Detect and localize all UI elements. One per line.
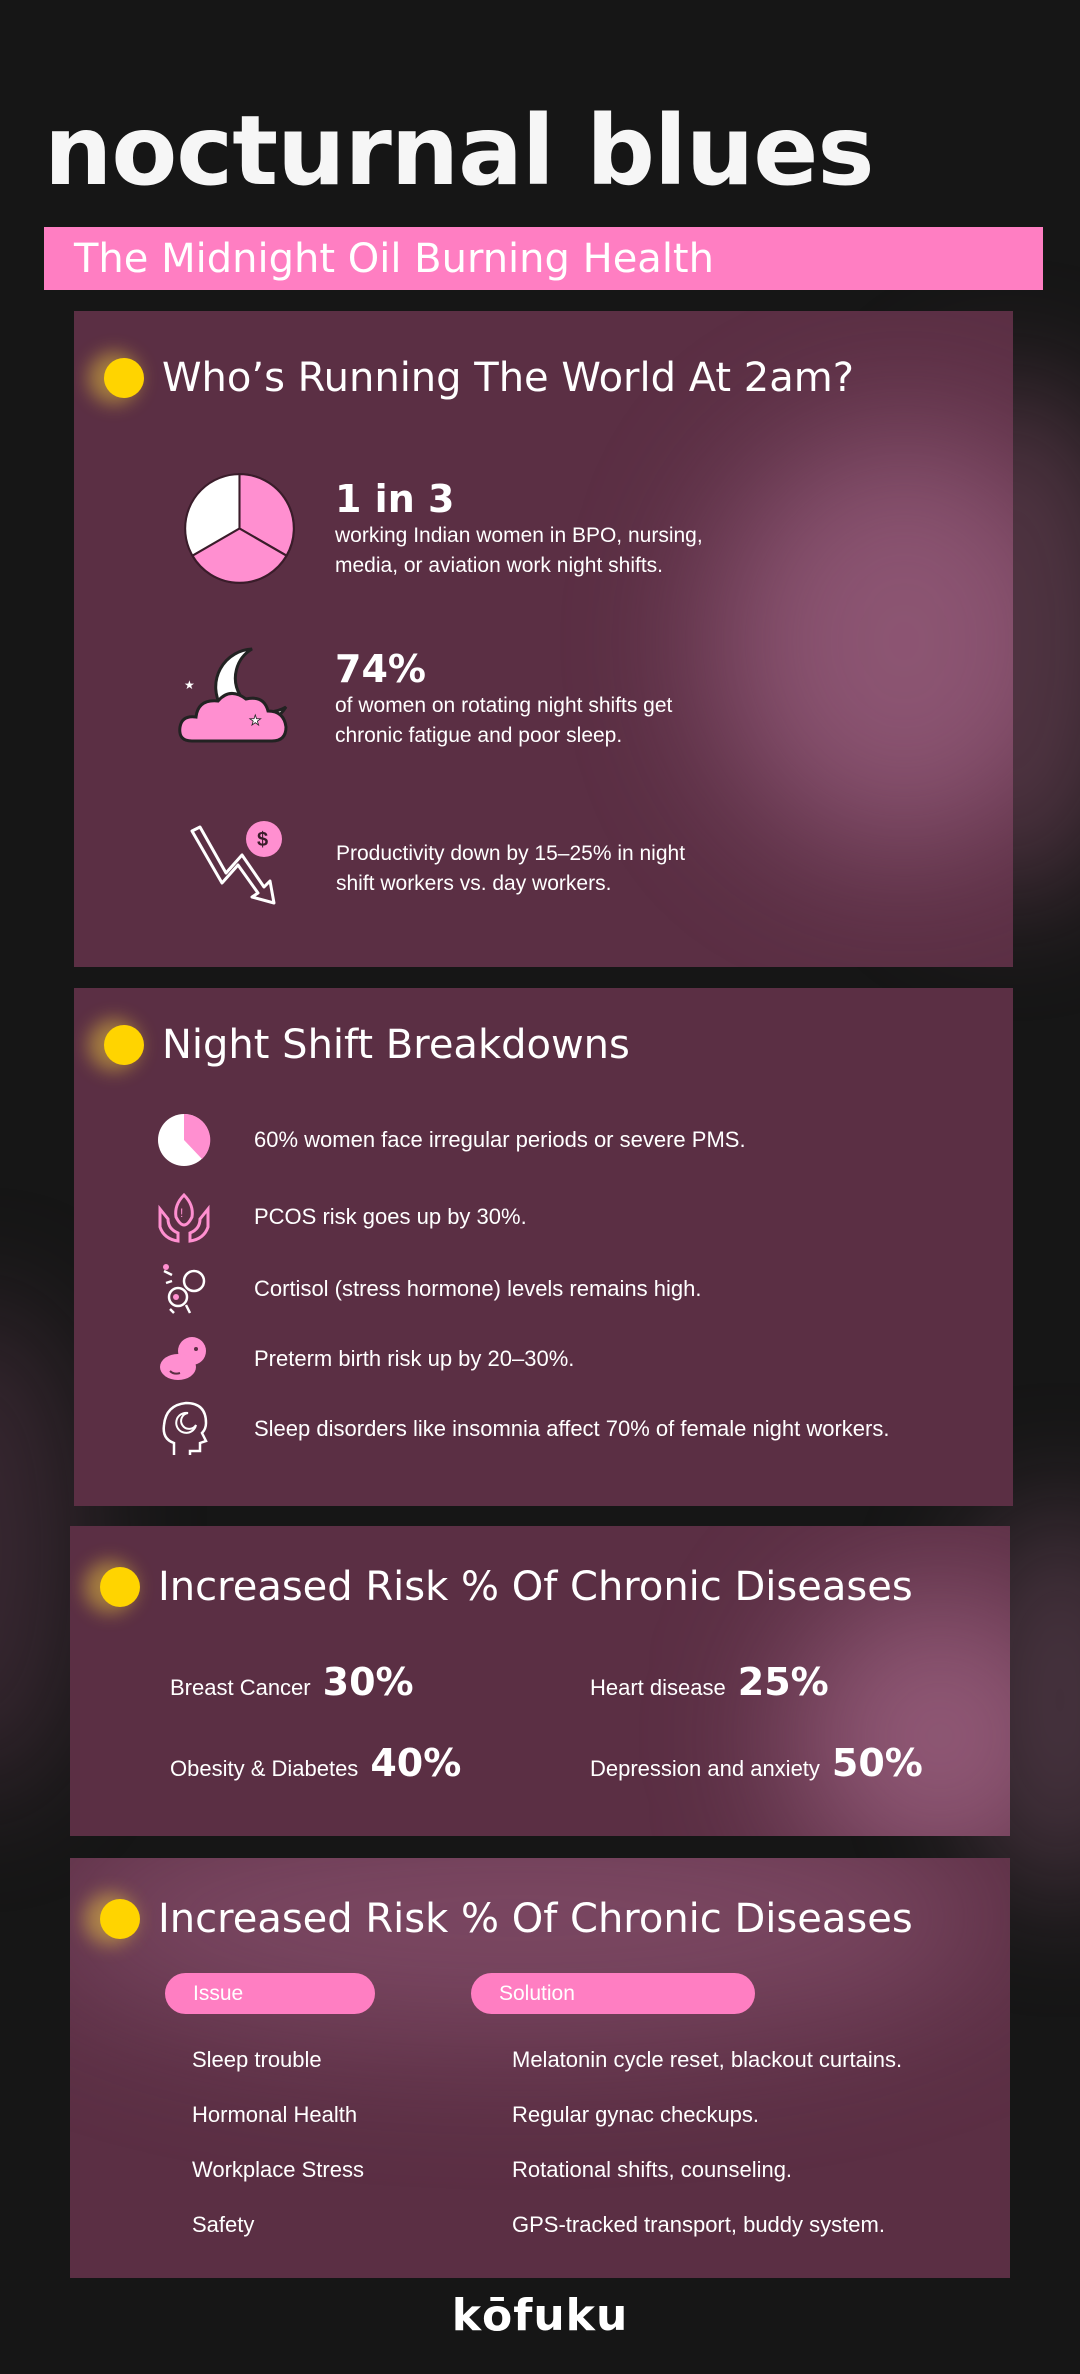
- pie-chart-icon: [156, 1112, 212, 1168]
- risk-percent: 30%: [322, 1660, 414, 1704]
- issue-cell: Workplace Stress: [192, 2157, 364, 2182]
- risk-label: Obesity & Diabetes: [170, 1756, 359, 1781]
- bullet-dot-icon: [100, 1567, 140, 1607]
- page-title: nocturnal blues: [44, 95, 874, 207]
- stat-line: shift workers vs. day workers.: [336, 871, 612, 895]
- issue-cell: Hormonal Health: [192, 2102, 358, 2127]
- solution-cell: Rotational shifts, counseling.: [512, 2157, 793, 2182]
- svg-text:$: $: [257, 829, 269, 851]
- risk-percent: 40%: [370, 1741, 462, 1785]
- solution-column-header: Solution: [471, 1973, 755, 2014]
- issue-cell: Safety: [192, 2212, 255, 2237]
- svg-text:★: ★: [249, 712, 262, 728]
- section-title: Increased Risk % Of Chronic Diseases: [158, 1896, 913, 1942]
- stress-icon: [156, 1261, 212, 1317]
- list-item: [154, 1259, 702, 1319]
- solution-cell: Melatonin cycle reset, blackout curtains.: [512, 2047, 903, 2072]
- risk-label: Depression and anxiety: [590, 1756, 820, 1781]
- breakdown-text: Preterm birth risk up by 20–30%.: [254, 1346, 575, 1371]
- subtitle-banner: [44, 227, 1043, 290]
- svg-text:★: ★: [184, 678, 195, 692]
- stat-line: working Indian women in BPO, nursing,: [335, 523, 703, 547]
- list-item: [154, 1110, 746, 1170]
- pie-chart-icon: [182, 471, 297, 586]
- breakdown-text: PCOS risk goes up by 30%.: [254, 1204, 527, 1229]
- risk-label: Heart disease: [590, 1675, 726, 1700]
- section-card-breakdowns: [74, 988, 1013, 1506]
- breakdown-text: 60% women face irregular periods or severe PMS.: [254, 1127, 746, 1152]
- brand-logo: kōfuku: [451, 2290, 629, 2341]
- svg-text:!: !: [180, 1206, 184, 1220]
- risk-item: [170, 1660, 414, 1704]
- list-item: [154, 1399, 889, 1459]
- risk-item: [590, 1660, 829, 1704]
- stat-productivity: [186, 821, 685, 916]
- section-title: Who’s Running The World At 2am?: [162, 355, 854, 401]
- risk-item: [170, 1741, 461, 1785]
- section-title: Night Shift Breakdowns: [162, 1022, 630, 1068]
- stat-value: 74%: [335, 646, 426, 691]
- bullet-dot-icon: [104, 358, 144, 398]
- list-item: [154, 1329, 574, 1389]
- breakdown-text: Cortisol (stress hormone) levels remains high.: [254, 1276, 702, 1301]
- baby-icon: [156, 1333, 212, 1385]
- risk-percent: 25%: [737, 1660, 829, 1704]
- hands-ovary-icon: [154, 1189, 214, 1245]
- solution-cell: Regular gynac checkups.: [512, 2102, 760, 2127]
- bullet-dot-icon: [100, 1899, 140, 1939]
- stat-line: media, or aviation work night shifts.: [335, 553, 663, 577]
- head-sleep-icon: [156, 1399, 212, 1459]
- stat-line: Productivity down by 15–25% in night: [336, 841, 686, 865]
- section-title: Increased Risk % Of Chronic Diseases: [158, 1564, 913, 1610]
- section-card-running-world: [74, 311, 1013, 967]
- issue-cell: Sleep trouble: [192, 2047, 322, 2072]
- stat-value: 1 in 3: [335, 476, 455, 521]
- stat-line: of women on rotating night shifts get: [335, 693, 673, 717]
- risk-percent: 50%: [831, 1741, 923, 1785]
- moon-cloud-icon: [174, 641, 304, 756]
- risk-label: Breast Cancer: [170, 1675, 311, 1700]
- risk-item: [590, 1741, 923, 1785]
- breakdown-text: Sleep disorders like insomnia affect 70% of female night workers.: [254, 1416, 890, 1441]
- list-item: [154, 1187, 527, 1247]
- stat-fatigue: [174, 641, 672, 756]
- subtitle-text: The Midnight Oil Burning Health: [74, 235, 714, 282]
- stat-line: chronic fatigue and poor sleep.: [335, 723, 623, 747]
- issue-column-header: Issue: [165, 1973, 375, 2014]
- section-card-solutions: [70, 1858, 1010, 2278]
- bullet-dot-icon: [104, 1025, 144, 1065]
- section-card-chronic-risk: [70, 1526, 1010, 1836]
- money-down-icon: [186, 821, 294, 916]
- solution-cell: GPS-tracked transport, buddy system.: [512, 2212, 885, 2237]
- stat-one-in-three: [182, 471, 703, 586]
